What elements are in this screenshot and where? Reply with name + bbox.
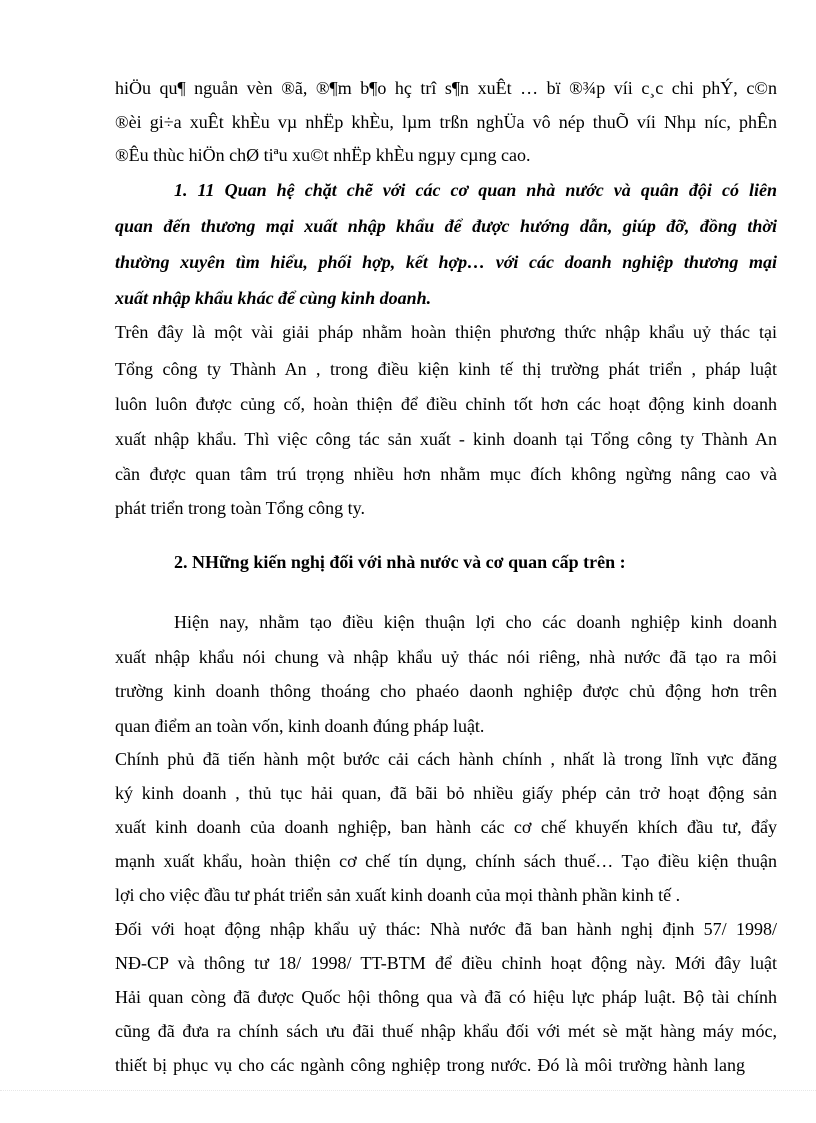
body-text-line: ®Êu thùc hiÖn chØ tiªu xu©t nhËp khÈu ngµy cµng cao. [115,145,531,165]
body-text-line: hiÖu qu¶ nguån vèn ®ã, ®¶m b¶o hç trî s¶n xuÊt … bï ®¾p víi c¸c chi phÝ, c©n [115,78,777,98]
body-text-line: ký kinh doanh , thủ tục hải quan, đã bãi bỏ nhiều giấy phép cản trở hoạt động sản [115,783,777,803]
body-text-line: Trên đây là một vài giải pháp nhằm hoàn thiện phương thức nhập khẩu uỷ thác tại [115,322,777,342]
section-heading-line: quan đến thương mại xuất nhập khẩu để được hướng dẫn, giúp đỡ, đồng thời [115,216,777,236]
body-text-line: phát triển trong toàn Tổng công ty. [115,498,365,518]
body-text-line: Đối với hoạt động nhập khẩu uỷ thác: Nhà nước đã ban hành nghị định 57/ 1998/ [115,919,777,939]
body-text-line: thiết bị phục vụ cho các ngành công nghiệp trong nước. Đó là môi trường hành lang [115,1055,745,1075]
body-text-line: cũng đã đưa ra chính sách ưu đãi thuế nhập khẩu đối với mét sè mặt hàng máy móc, [115,1021,777,1041]
body-text-line: xuất nhập khẩu nói chung và nhập khẩu uỷ thác nói riêng, nhà nước đã tạo ra môi [115,647,777,667]
body-text-line: lợi cho việc đầu tư phát triển sản xuất kinh doanh của mọi thành phần kinh tế . [115,885,681,905]
body-text-line: NĐ-CP và thông tư 18/ 1998/ TT-BTM để điều chỉnh hoạt động này. Mới đây luật [115,953,777,973]
section-heading-line: xuất nhập khẩu khác để cùng kinh doanh. [115,288,432,308]
body-text-line: cần được quan tâm trú trọng nhiều hơn nhằm mục đích không ngừng nâng cao và [115,464,777,484]
section-heading: 2. NHững kiến nghị đối với nhà nước và cơ quan cấp trên : [174,552,626,572]
body-text-line: Hiện nay, nhằm tạo điều kiện thuận lợi cho các doanh nghiệp kinh doanh [174,612,777,632]
body-text-line: xuất kinh doanh của doanh nghiệp, ban hành các cơ chế khuyến khích đầu tư, đẩy [115,817,777,837]
body-text-line: ®èi gi÷a xuÊt khÈu vµ nhËp khÈu, lµm trßn nghÜa vô nép thuÕ víi Nhµ níc, phÊn [115,112,777,132]
body-text-line: luôn luôn được củng cố, hoàn thiện để điều chỉnh tốt hơn các hoạt động kinh doanh [115,394,777,414]
body-text-line: mạnh xuất khẩu, hoàn thiện cơ chế tín dụng, chính sách thuế… Tạo điều kiện thuận [115,851,777,871]
section-heading-line: 1. 11 Quan hệ chặt chẽ với các cơ quan nhà nước và quân đội có liên [174,180,777,200]
body-text-line: Tổng công ty Thành An , trong điều kiện kinh tế thị trường phát triển , pháp luật [115,359,777,379]
body-text-line: trường kinh doanh thông thoáng cho phaéo daonh nghiệp được chủ động hơn trên [115,681,777,701]
body-text-line: Hải quan còng đã được Quốc hội thông qua và đã có hiệu lực pháp luật. Bộ tài chính [115,987,777,1007]
body-text-line: Chính phủ đã tiến hành một bước cải cách hành chính , nhất là trong lĩnh vực đăng [115,749,777,769]
section-heading-line: thường xuyên tìm hiểu, phối hợp, kết hợp… với các doanh nghiệp thương mại [115,252,777,272]
body-text-line: quan điểm an toàn vốn, kinh doanh đúng pháp luật. [115,716,485,736]
page-bottom-divider [0,1090,816,1091]
body-text-line: xuất nhập khẩu. Thì việc công tác sản xuất - kinh doanh tại Tổng công ty Thành An [115,429,777,449]
